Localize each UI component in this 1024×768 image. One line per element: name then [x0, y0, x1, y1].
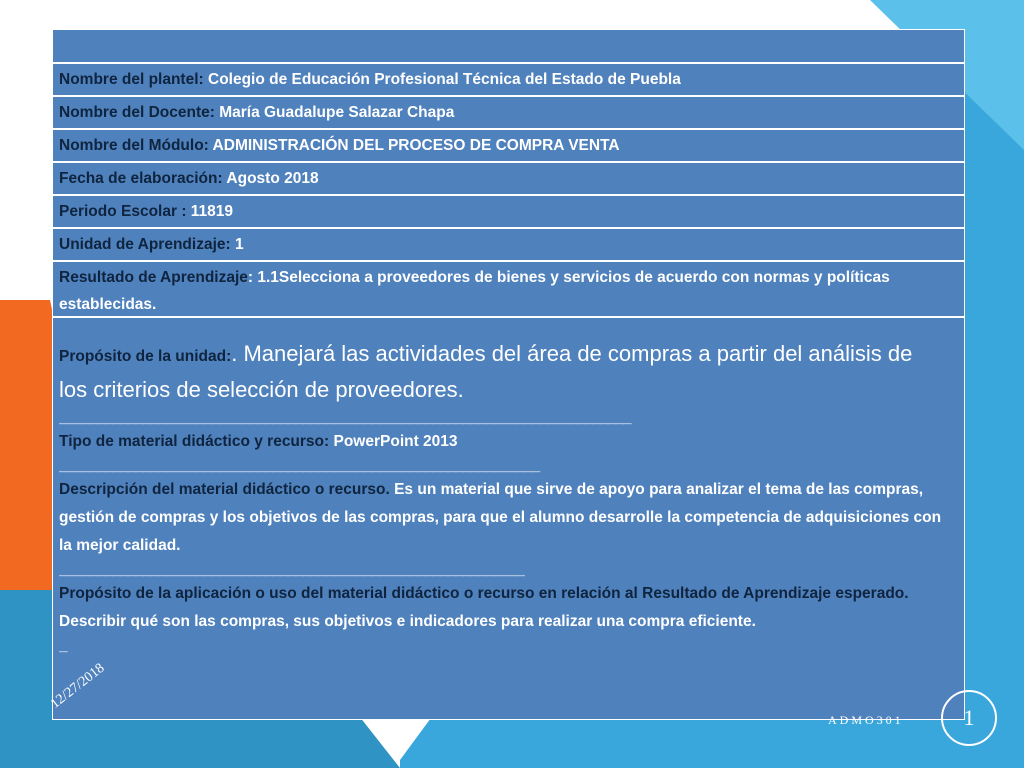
row-plantel [53, 64, 964, 97]
row-modulo [53, 130, 964, 163]
row-value: María Guadalupe Salazar Chapa [214, 103, 455, 121]
row-value: Colegio de Educación Profesional Técnica del Estado de Puebla [203, 70, 681, 88]
row-label: Nombre del Módulo: [59, 136, 209, 154]
separator-line: _ [59, 637, 67, 654]
proposito-aplicacion [59, 580, 946, 636]
proposito-label: Propósito de la unidad: [59, 348, 232, 365]
info-table [52, 29, 965, 720]
row-periodo [53, 196, 964, 229]
row-resultado [53, 262, 964, 318]
row-value: Agosto 2018 [222, 169, 319, 187]
table-header-row [53, 30, 964, 64]
slide-number-text: 1 [963, 705, 975, 730]
separator-line: ___________________________________________________________________________ [59, 409, 631, 426]
tipo-value: PowerPoint 2013 [329, 433, 458, 450]
row-value: ADMINISTRACIÓN DEL PROCESO DE COMPRA VENTA [208, 136, 620, 154]
row-label: Periodo Escolar : [59, 202, 187, 220]
row-docente [53, 97, 964, 130]
row-value: : 1.1Selecciona a proveedores de bienes y servicios de acuerdo con normas y políticas establecidas. [59, 269, 890, 313]
descripcion-material [59, 476, 946, 560]
tipo-material [59, 428, 946, 456]
proposito-text: . Manejará las actividades del área de compras a partir del análisis de los criterios de selección de proveedores. [59, 341, 913, 402]
proposito-unidad [59, 336, 946, 408]
tipo-label: Tipo de material didáctico y recurso: [59, 433, 330, 450]
row-value: 11819 [186, 202, 234, 220]
row-label: Nombre del Docente: [59, 103, 215, 121]
row-fecha [53, 163, 964, 196]
descripcion-label: Descripción del material didáctico o recurso. [59, 481, 390, 498]
row-label: Nombre del plantel: [59, 70, 204, 88]
descripcion-value: Es un material que sirve de apoyo para analizar el tema de las compras, gestión de compras y los objetivos de las compras, para que el alumno desarrolle la competencia de adquisiciones con la mejor calidad. [59, 481, 942, 554]
row-label: Unidad de Aprendizaje: [59, 235, 231, 253]
separator-line: _____________________________________________________________ [59, 561, 524, 578]
slide-date: 12/27/2018 [48, 660, 108, 712]
row-value: 1 [230, 235, 244, 253]
separator-line: _______________________________________________________________ [59, 457, 540, 474]
details-cell [53, 318, 964, 719]
slide-footer-code: ADMO301 [828, 713, 904, 727]
aplicacion-value: Describir qué son las compras, sus objetivos e indicadores para realizar una compra eficiente. [59, 613, 756, 630]
slide-number [941, 690, 997, 746]
row-label: Fecha de elaboración: [59, 169, 223, 187]
aplicacion-label: Propósito de la aplicación o uso del material didáctico o recurso en relación al Resultado de Aprendizaje esperado. [59, 585, 909, 602]
row-label: Resultado de Aprendizaje [59, 269, 248, 286]
row-unidad [53, 229, 964, 262]
